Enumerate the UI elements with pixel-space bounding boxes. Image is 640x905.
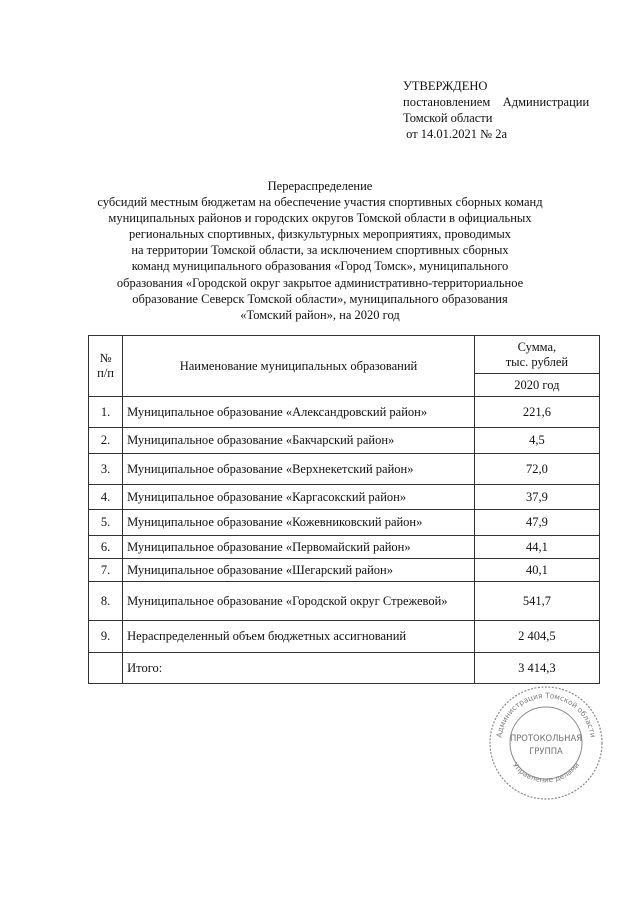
- total-sum: 3 414,3: [474, 653, 599, 684]
- table-row: [89, 397, 600, 428]
- approval-date: от 14.01.2021 № 2а: [403, 127, 508, 141]
- title-line: «Томский район», на 2020 год: [240, 307, 400, 322]
- row-number: 5.: [89, 510, 123, 536]
- row-number: 2.: [89, 428, 123, 454]
- row-sum: 72,0: [474, 454, 599, 485]
- total-row: [89, 653, 600, 684]
- row-sum: 221,6: [474, 397, 599, 428]
- row-number: 6.: [89, 536, 123, 559]
- table-row: [89, 428, 600, 454]
- row-name: Нераспределенный объем бюджетных ассигнований: [123, 621, 475, 653]
- row-number: 3.: [89, 454, 123, 485]
- table-body: [89, 397, 600, 684]
- row-sum: 2 404,5: [474, 621, 599, 653]
- approval-line: Томской области: [403, 111, 493, 125]
- title-line: образование Северск Томской области», муниципального образования: [132, 291, 508, 306]
- row-name: Муниципальное образование «Первомайский район»: [123, 536, 475, 559]
- table-row: [89, 454, 600, 485]
- table-row: [89, 559, 600, 582]
- table-row: [89, 536, 600, 559]
- title-line: Перераспределение: [267, 179, 373, 193]
- row-number: 4.: [89, 485, 123, 510]
- row-sum: 44,1: [474, 536, 599, 559]
- row-number: 1.: [89, 397, 123, 428]
- table-row: [89, 621, 600, 653]
- row-name: Муниципальное образование «Александровский район»: [123, 397, 475, 428]
- table-row: [89, 485, 600, 510]
- approval-line: постановлением Администрации: [403, 95, 590, 109]
- row-name: Муниципальное образование «Верхнекетский район»: [123, 454, 475, 485]
- total-number: [89, 653, 123, 684]
- header-name: Наименование муниципальных образований: [123, 336, 475, 397]
- row-sum: 47,9: [474, 510, 599, 536]
- header-sum-line: тыс. рублей: [505, 354, 569, 369]
- total-label: Итого:: [123, 653, 475, 684]
- row-name: Муниципальное образование «Шегарский район»: [123, 559, 475, 582]
- title-line: муниципальных районов и городских округов Томской области в официальных: [108, 211, 532, 226]
- header-number: № п/п: [89, 336, 123, 397]
- row-name: Муниципальное образование «Городской округ Стрежевой»: [123, 582, 475, 621]
- row-number: 8.: [89, 582, 123, 621]
- header-year: 2020 год: [474, 374, 599, 397]
- row-name: Муниципальное образование «Кожевниковский район»: [123, 510, 475, 536]
- approval-block: [403, 78, 589, 142]
- row-name: Муниципальное образование «Каргасокский район»: [123, 485, 475, 510]
- title-line: региональных спортивных, физкультурных мероприятиях, проводимых: [128, 227, 512, 242]
- title-line: образования «Городской округ закрытое административно-территориальное: [116, 275, 524, 290]
- row-number: 7.: [89, 559, 123, 582]
- document-title: [80, 178, 560, 323]
- row-number: 9.: [89, 621, 123, 653]
- stamp-center-line: ГРУППА: [529, 746, 563, 756]
- stamp-center-line: ПРОТОКОЛЬНАЯ: [509, 733, 583, 743]
- row-sum: 4,5: [474, 428, 599, 454]
- subsidy-table: [88, 335, 600, 684]
- header-sum-line: Сумма,: [517, 339, 557, 354]
- stamp-bottom-text: Управление делами: [510, 760, 582, 785]
- header-sum: [474, 336, 599, 374]
- organization-stamp: [487, 684, 605, 802]
- title-line: на территории Томской области, за исключением спортивных сборных: [131, 243, 509, 258]
- row-sum: 40,1: [474, 559, 599, 582]
- table-row: [89, 582, 600, 621]
- row-sum: 37,9: [474, 485, 599, 510]
- approval-title: УТВЕРЖДЕНО: [403, 79, 488, 93]
- row-sum: 541,7: [474, 582, 599, 621]
- title-line: команд муниципального образования «Город Томск», муниципального: [131, 259, 509, 274]
- stamp-top-text: Администрация Томской области: [494, 690, 598, 739]
- row-name: Муниципальное образование «Бакчарский район»: [123, 428, 475, 454]
- table-row: [89, 510, 600, 536]
- title-line: субсидий местным бюджетам на обеспечение участия спортивных сборных команд: [97, 195, 543, 210]
